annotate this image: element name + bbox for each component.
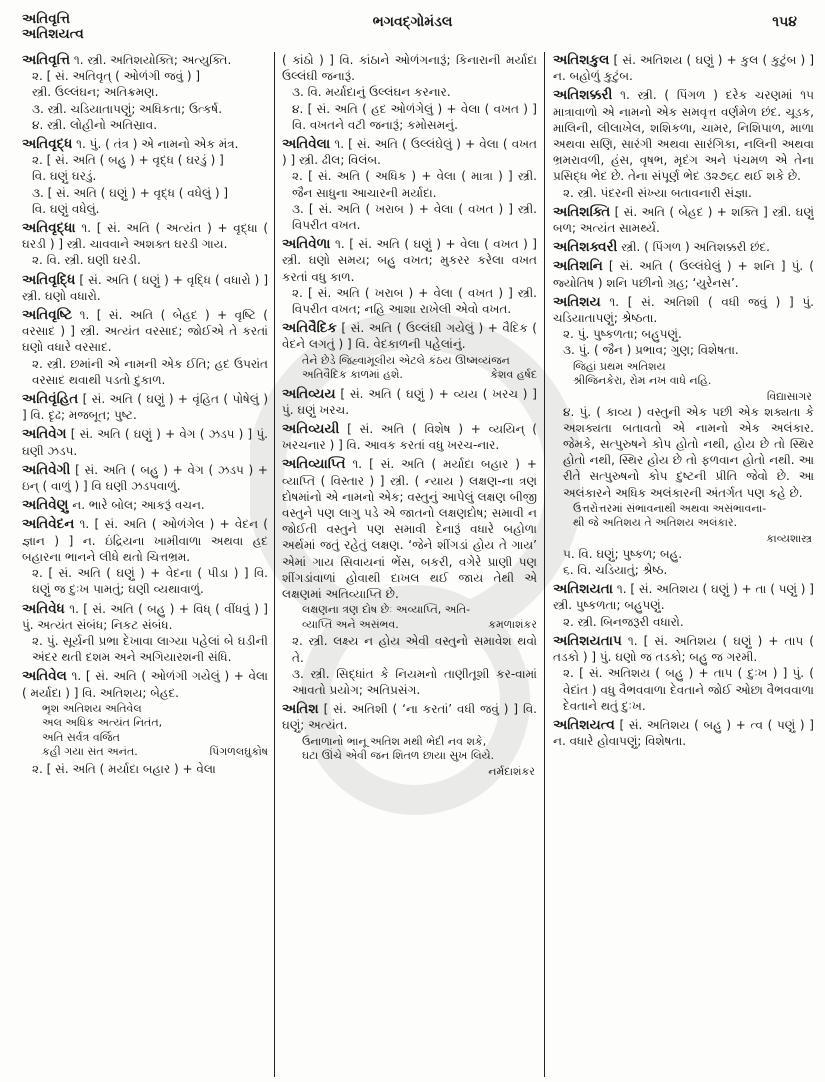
- dictionary-entry: [282, 701, 537, 778]
- dictionary-entry: [282, 236, 537, 317]
- sense: ૬. વિ. ચડિયાતું; શ્રેષ્ઠ.: [563, 563, 668, 578]
- sense: ૨. પું. પુષ્કળતા; બહુપણું.: [563, 327, 682, 342]
- quote-line: જિહાં પ્રથમ અતિશય: [573, 359, 666, 373]
- quote-line: લક્ષણના ત્રણ દોષ છેઃ અવ્યાપ્તિ, અતિ-: [302, 603, 471, 617]
- running-head: [0, 0, 825, 52]
- headword: અતિવૃંહિત: [22, 391, 79, 408]
- sense: ૨. પું. સૂર્યની પ્રભા દેખાવા લાગ્યા પહેલાં બે ઘડીની અંદર થતી દશમ અને અગિયારશની સંધિ.: [32, 633, 268, 665]
- dictionary-entry: [282, 386, 537, 418]
- sense-continuation: સ્ત્રી. ઉલ્લંઘન; અતિક્રમણ.: [32, 85, 159, 100]
- citation-quote: [282, 735, 537, 764]
- sense: [ સં. અતિ ( ઘણું ) + વૃંહિત ( પોષેલું ) ] વિ. દૃઢ; મજબૂત; પુષ્ટ.: [22, 392, 268, 423]
- sense: ૨. [ સં. અતિવૃત્ ( ઓળંગી જવું ) ]: [32, 69, 201, 84]
- headword: અતિવેળા: [282, 236, 331, 253]
- dictionary-entry: [553, 52, 814, 84]
- headword: અતિવેધ: [22, 600, 65, 617]
- dictionary-entry: [22, 307, 268, 388]
- sense: ૪. સ્ત્રી. લોહીનો અતિસ્રાવ.: [32, 117, 158, 132]
- quote-attribution: કમળાશંકર: [488, 617, 537, 631]
- sense: ૧. [ સં. અતિશી ( વધી જવું ) ] પું. ચડિયાતાપણું; શ્રેષ્ઠતા.: [553, 294, 814, 326]
- dictionary-entry-continued: [282, 52, 537, 133]
- dictionary-entry: [553, 239, 814, 255]
- sense: [ સં. અતિ ( ઉલ્લંઘેલું ) + શનિ ] પું. ( જ્યોતિષ ) શનિ પછીનો ગ્રહ; ‘યુરેનસ’.: [553, 259, 814, 290]
- sense: ૨. સ્ત્રી. બિનજરૂરી વધારો.: [563, 614, 684, 629]
- headword: અતિવેદન: [22, 516, 75, 533]
- sense: [ સં. અતિ ( વિશેષ ) + વ્યયિન્ ( ખરચનાર ) ] વિ. આવક કરતાં વધુ ખરચ-નાર.: [282, 422, 537, 453]
- sense: ૧. [ સં. અતિ ( બહુ ) + વિધ્ ( વીંધવું ) ] પું. અત્યંત સંબંધ; નિકટ સંબંધ.: [22, 601, 268, 632]
- headword: અતિશયતાપ: [553, 632, 622, 649]
- dictionary-entry: [553, 204, 814, 236]
- sense: ૨. [ સં. અતિશય ( બહુ ) + તાપ ( દુઃખ ) ] પું. ( વેદાંત ) વધુ વૈભવવાળા દેવતાને જોઈ ઓછા વૈભવવાળા દેવતાને થતું દુઃખ.: [563, 666, 814, 713]
- headword: અતિવૃદ્ધિ: [22, 271, 76, 288]
- sense: ૧. [ સં. અતિ ( ઘણું ) + વેલા ( વખત ) ] સ્ત્રી. ઘણો સમય; બહુ વખત; મુકરર કરેલા વખત કરતાં વધુ કાળ.: [282, 237, 537, 284]
- sense-continuation: ( કાંઠો ) ] વિ. કાંઠાને ઓળંગનારૂં; કિનારાની મર્યાદા ઉલ્લંઘી જનારૂં.: [282, 53, 537, 84]
- dictionary-entry: [22, 220, 268, 269]
- sense: ૩. પું. ( જૈન ) પ્રભાવ; ગુણ; વિશેષતા.: [563, 343, 739, 358]
- book-title: ભગવદ્ગોમંડલ: [372, 14, 453, 30]
- citation-quote: [553, 502, 814, 531]
- headword: અતિશક્તિ: [553, 203, 611, 220]
- dictionary-entry: [282, 456, 537, 698]
- headword: અતિશયતા: [553, 581, 613, 598]
- sense: [ સં. અતિ ( બહુ ) + વેગ ( ઝડપ ) + ઇન્ ( વાળું ) ] વિ ઘણી ઝડપવાળું.: [22, 462, 268, 494]
- headword: અતિવ્યયી: [282, 421, 340, 438]
- sense: ૧. [ સં. અતિ ( બેહદ ) + વૃષ્ટિ ( વરસાદ ) ] સ્ત્રી. અત્યંત વરસાદ; જોઈએ તે કરતાં ઘણો વધારે વરસાદ.: [22, 308, 268, 355]
- guide-word-first: અતિવૃત્તિ: [22, 11, 71, 27]
- dictionary-entry: [282, 136, 537, 233]
- sense: ૨. સ્ત્રી. પંદરની સંખ્યા બતાવનારી સંજ્ઞા.: [563, 185, 752, 200]
- sense: ૨. વિ. સ્ત્રી. ઘણી ઘરડી.: [32, 253, 141, 268]
- quote-attribution: પિંગળલઘુકોષ: [209, 745, 268, 759]
- citation-quote: [553, 360, 814, 389]
- headword: અતિવ્યય: [282, 385, 336, 402]
- sense: ૧. [ સં. અતિશય ( ઘણું ) + તા ( પણું ) ] સ્ત્રી. પુષ્કળતા; બહુપણું.: [553, 582, 814, 613]
- sense: ૩. [ સં. અતિ ( ખરાબ ) + વેલા ( વખત ) ] સ્ત્રી. વિપરીત વખત.: [292, 201, 537, 233]
- quote-line-text: કહી ગયા સંત અનંત.: [42, 745, 138, 759]
- sense: ૩. સ્ત્રી. સિદ્ધાંત કે નિયમનો તાણીતૂશી કર-વામાં આવતો પ્રયોગ; અતિપ્રસંગ.: [292, 666, 537, 697]
- dictionary-entry: [22, 136, 268, 217]
- headword: અતિશ: [282, 701, 319, 718]
- columns: [22, 52, 814, 1077]
- dictionary-entry: [22, 601, 268, 666]
- quote-attribution: નર્મદાશંકર: [488, 764, 535, 778]
- sense: [ સં. અતિશય ( બહુ ) + ત્વ ( પણું ) ] ન. વધારે હોવાપણું; વિશેષતા.: [553, 717, 814, 749]
- sense: [ સં. અતિ ( ઘણું ) + વૃદ્ધિ ( વધારો ) ] સ્ત્રી. ઘણો વધારો.: [22, 272, 268, 303]
- dictionary-entry: [22, 516, 268, 597]
- sense: ૨. [ સં. અતિ ( મર્યાદા બહાર ) + વેલા: [32, 761, 216, 776]
- sense: ૨. [ સં. અતિ ( અધિક ) + વેલા ( માત્રા ) ] સ્ત્રી. જૈન સાધુના આચારની મર્યાદા.: [292, 169, 537, 200]
- headword: અતિશક્કરી: [553, 87, 613, 104]
- sense: ૨. સ્ત્રી. છમાંની એ નામની એક ઈતિ; હદ ઉપરાંત વરસાદ થવાથી પડતો દુકાળ.: [32, 356, 268, 387]
- quote-line: તેને છેડે જિહ્વામૂલીય એટલે કંઠય ઊષ્મવ્યંજન: [302, 353, 510, 367]
- quote-line: ઉત્તરોત્તરમાં સંભાવનાથી અથવા અસંભાવના-: [573, 501, 767, 515]
- sense: [ સં. અતિ ( ઘણું ) + વેગ ( ઝડપ ) ] પું. ઘણી ઝડપ.: [22, 427, 268, 458]
- dictionary-entry: [22, 668, 268, 777]
- headword: અતિશનિ: [553, 258, 603, 275]
- sense: [ સં. અતિશય ( ઘણું ) + કુલ ( કુટુંબ ) ] ન. બહોળું કુટુંબ.: [553, 53, 814, 84]
- sense: ૨. [ સં. અતિ ( ખરાબ ) + વેલા ( વખત ) ] સ્ત્રી. વિપરીત વખત; નહિ આશા રાખેલી એવો વખત.: [292, 285, 537, 317]
- column-1: [22, 52, 274, 1077]
- sense: [ સં. અતિશી ( ‘ના કરતાં’ વધી જવું ) ] વિ. ઘણું; અત્યંત.: [282, 702, 537, 733]
- quote-line: શ્રીજિનકેરા, રોમ નખ વાધે નહિ.: [573, 374, 712, 388]
- sense: ૩. વિ. મર્યાદાનું ઉલ્લંઘન કરનાર.: [292, 85, 451, 100]
- headword: અતિવેગી: [22, 461, 71, 478]
- dictionary-entry: [22, 52, 268, 133]
- sense-continuation: વિ. ઘણું વધેલું.: [32, 201, 100, 216]
- headword: અતિવ્યાપ્તિ: [282, 456, 346, 473]
- quote-line-text: અતિવૈદિક કાળમાં હશે.: [302, 368, 403, 382]
- headword: અતિશયત્વ: [553, 716, 615, 733]
- headword: અતિવેગ: [22, 426, 67, 443]
- sense: ૧. સ્ત્રી. અતિશયોક્તિ; અત્યુક્તિ.: [73, 53, 232, 67]
- citation-quote: [282, 603, 537, 632]
- sense: ૧. [ સં. અતિ ( ઓળંગેલ ) + વેદન ( જ્ઞાન ) ] ન. ઇંદ્રિયના ખામીવાળા અથવા હદ બહારના ભાનને લીધે થતો ચિત્તભ્રમ.: [22, 517, 268, 564]
- headword: અતિવેણુ: [22, 497, 69, 514]
- headword: અતિવેલા: [282, 136, 331, 153]
- sense: ૧. [ સં. અતિ ( મર્યાદા બહાર ) + વ્યાપ્તિ ( વિસ્તાર ) ] સ્ત્રી. ( ન્યાય ) લક્ષણ-ના ત્રણ દોષમાંનો એ નામનો એક; વસ્તુનું આપેલું લક્ષણ બીજી વસ્તુને પણ લાગુ પડે એ જાતનો લક્ષણદોષ; સમાવી ન જોઈતી વસ્તુને પણ સમાવી દેનારૂં વધારે બહોળા અર્થમાં જતું રહેતું લક્ષણ. ‘જેને શીંગડાં હોય તે ગાય’ એમાં ગાય સિવાયનાં ભેંસ, બકરી, વગેરે પ્રાણી પણ શીંગડાંવાળાં હોવાથી દાખલ થઈ જાય તેથી એ લક્ષણમાં અતિવ્યાપ્તિ છે.: [282, 457, 537, 602]
- headword: અતિશય: [553, 293, 601, 310]
- citation-quote: [282, 354, 537, 383]
- sense: [ સં. અતિ ( બેહદ ) + શક્તિ ] સ્ત્રી. ઘણું બળ; અત્યંત સામર્થ્ય.: [553, 204, 814, 236]
- sense: ૨. [ સં. અતિ ( ઘણું ) + વેદના ( પીડા ) ] વિ. ઘણું જ દુઃખ પામતું; ઘણી વ્યથાવાળું.: [32, 566, 268, 597]
- dictionary-entry: [22, 272, 268, 304]
- column-2: [274, 52, 544, 1077]
- quote-line-text: વ્યાપ્તિ અને અસંભવ.: [302, 617, 399, 631]
- sense: ૧. સ્ત્રી. ( પિંગળ ) દરેક ચરણમાં ૧૫ માત્રાવાળો એ નામનો એક સમવૃત્ત વર્ણમેળ છંદ. ચૂડક, માલિની, લીલાખેલ, શશિકળા, ચામર, નિશિપાળ, માળા અથવા સણિ, સારંગી અથવા સારંગિકા, નલિની અથવા ભ્રમરાવળી, હંસ, વૃષભ, મૃદંગ અને પંચમળ એ તેના પ્રસિદ્ધ ભેદ છે. તેના સંપૂર્ણ ભેદ ૩૨૭૬૮ થઈ શકે છે.: [553, 88, 814, 184]
- sense: ૪. પું. ( કાવ્ય ) વસ્તુની એક પછી એક શક્યતા કે અશક્યતા બતાવતો એ નામનો એક અલંકાર. જેમકે, સત્પુરુષને કોપ હોતો નથી, હોય છે તો સ્થિર હોતો નથી, સ્થિર હોય છે તો ફળવાન હોતો નથી. આ રીતે સત્પુરુષનો કોપ દુષ્ટની પ્રીતિ જેવો છે. આ અલંકારને અધિક અલંકારની અંતર્ગત પણ કહે છે.: [563, 404, 814, 500]
- sense: ૩. સ્ત્રી. ચડિયાતાપણું; અધિકતા; ઉત્કર્ષ.: [32, 101, 223, 116]
- sense: ૩. [ સં. અતિ ( ઘણું ) + વૃદ્ધ ( વધેલું ) ]: [32, 185, 229, 200]
- sense: ૧. પું. ( તંત્ર ) એ નામનો એક મંત્ર.: [76, 137, 239, 152]
- quote-attribution: વિદ્યાસાગર: [766, 389, 812, 403]
- headword: અતિવૃદ્ધા: [22, 220, 76, 237]
- headword: અતિવૃત્તિ: [22, 52, 71, 68]
- quote-line: ઉનાળાનો ભાનૂ અતિશ મથી ભેદી નવ શકે,: [302, 734, 487, 748]
- dictionary-entry: [553, 581, 814, 630]
- sense: ન. ભારે બોલ; આકરૂં વચન.: [72, 498, 205, 513]
- dictionary-entry: [553, 258, 814, 290]
- quote-line: અલ અધિક અત્યંત નિતંત,: [42, 716, 163, 730]
- dictionary-entry: [22, 391, 268, 423]
- headword: અતિવૃષ્ટિ: [22, 307, 73, 324]
- sense: ૪. [ સં. અતિ ( હદ ઓળંગેલું ) + વેલા ( વખત ) ] વિ. વખતને વટી જનારૂં; કમોસમનું.: [292, 101, 537, 132]
- sense: ૫. વિ. ઘણું; પુષ્કળ; બહુ.: [563, 546, 683, 561]
- headword: અતિવૃદ્ધ: [22, 136, 73, 153]
- dictionary-entry: [553, 717, 814, 749]
- headword: અતિશકુલ: [553, 52, 610, 68]
- headword: અતિવૈદિક: [282, 320, 337, 337]
- dictionary-entry: [22, 462, 268, 494]
- sense: ૨. [ સં. અતિ ( બહુ ) + વૃદ્ધ ( ઘરડું ) ]: [32, 153, 224, 168]
- sense: સ્ત્રી. ( પિંગળ ) અતિશક્કરી છંદ.: [621, 240, 770, 255]
- page-number: ૧૫૪: [772, 14, 797, 30]
- headword: અતિશક્વરી: [553, 239, 618, 256]
- quote-line: અતિ સર્વત્ર વર્જિત: [42, 730, 120, 744]
- dictionary-entry: [282, 320, 537, 382]
- sense: [ સં. અતિ ( ઉલ્લંઘી ગયેલું ) + વૈદિક ( વેદને લગતું ) ] વિ. વેદકાળની પહેલાંનું.: [282, 321, 537, 352]
- dictionary-entry: [22, 497, 268, 513]
- headword: અતિવેલ: [22, 668, 67, 685]
- dictionary-entry: [553, 87, 814, 200]
- sense: ૧. [ સં. અતિ ( ઓળંગી ગયેલું ) + વેલા ( મર્યાદા ) ] વિ. અતિશય; બેહદ.: [22, 669, 268, 700]
- quote-line: [302, 368, 537, 383]
- dictionary-entry: [553, 633, 814, 714]
- sense: [ સં. અતિ ( ઘણું ) + વ્યય ( ખરચ ) ] પું. ઘણું ખરચ.: [282, 386, 537, 417]
- sense-continuation: વિ. ઘણું ઘરડું.: [32, 169, 97, 184]
- dictionary-entry: [553, 294, 814, 578]
- sense: ૧. [ સં. અતિ ( ઉલ્લંઘેલું ) + વેલા ( વખત ) ] સ્ત્રી. ઢીલ; વિલંબ.: [282, 137, 537, 168]
- guide-word-last: અતિશયત્વ: [22, 26, 84, 42]
- quote-line: [302, 618, 537, 633]
- quote-attribution: કેશવ હર્ષદ: [490, 368, 537, 382]
- quote-line: થી જે અતિશય તે અતિશય અલંકાર.: [573, 516, 738, 530]
- quote-line: ઘટા ઊંચે એવી જન શિતળ છાયા સુખ લિયે.: [302, 749, 495, 763]
- sense: ૨. સ્ત્રી. લક્ષ્ય ન હોય એવી વસ્તુનો સમાવેશ થવો તે.: [292, 634, 537, 665]
- citation-quote: [22, 702, 268, 760]
- dictionary-entry: [22, 426, 268, 458]
- quote-line: ભૃશ અતિશય અતિવેલ: [42, 701, 142, 715]
- dictionary-entry: [282, 421, 537, 453]
- quote-line: [42, 745, 268, 760]
- column-3: [544, 52, 814, 1077]
- quote-attribution: કાવ્યશાસ્ત્ર: [766, 531, 812, 545]
- sense: ૧. [ સં. અતિ ( અત્યંત ) + વૃદ્ધા ( ઘરડી ) ] સ્ત્રી. ચાવવાને અશક્ત ઘરડી ગાય.: [22, 221, 268, 252]
- sense: ૧. [ સં. અતિશય ( ઘણું ) + તાપ ( તડકો ) ] પું. ઘણો જ તડકો; બહુ જ ગરમી.: [553, 633, 814, 665]
